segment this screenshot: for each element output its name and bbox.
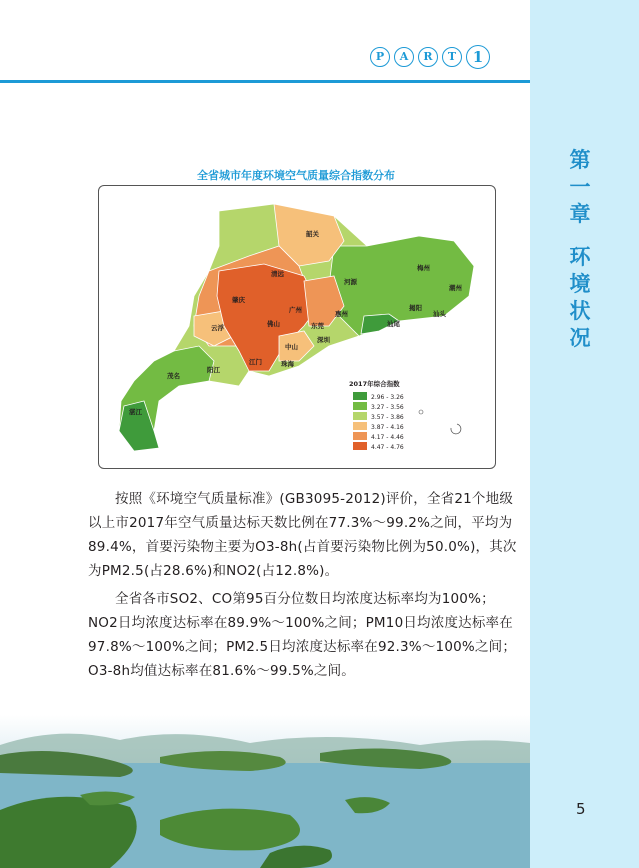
legend-swatch [353,402,367,410]
city-label: 梅州 [417,264,430,272]
part-letter-a: A [394,47,414,67]
chapter-char: 状 [569,299,591,323]
city-label: 珠海 [281,360,294,368]
guangdong-map [99,186,495,468]
city-label: 阳江 [207,366,220,374]
part-number: 1 [466,45,490,69]
city-label: 湛江 [129,408,142,416]
city-label: 深圳 [317,336,330,344]
part-badge-group [370,47,490,69]
city-label: 中山 [285,343,298,351]
chapter-char: 况 [569,326,591,350]
part-letter-p: P [370,47,390,67]
legend-label: 3.87 - 4.16 [371,424,404,431]
lake-landscape-image [0,715,530,868]
legend-swatch [353,442,367,450]
city-label: 清远 [271,270,284,278]
part-letter-t: T [442,47,462,67]
city-label: 揭阳 [409,304,422,312]
chapter-title [565,147,595,352]
city-label: 潮州 [449,284,462,292]
legend-label: 4.47 - 4.76 [371,444,404,451]
legend-label: 3.27 - 3.56 [371,404,404,411]
chapter-char: 环 [569,245,591,269]
legend-label: 3.57 - 3.86 [371,414,404,421]
chapter-sidebar [530,0,639,868]
city-label: 佛山 [267,320,280,328]
city-label: 广州 [289,306,302,314]
city-label: 江门 [249,358,262,366]
city-label: 云浮 [211,324,224,332]
chapter-char: 章 [569,202,591,226]
city-label: 汕头 [433,310,446,318]
legend-swatch [353,412,367,420]
map-legend [349,379,404,451]
city-label: 韶关 [306,230,319,238]
legend-title: 2017年综合指数 [349,380,400,388]
chapter-char: 境 [569,272,591,296]
map-figure [98,185,496,469]
legend-swatch [353,422,367,430]
legend-label: 4.17 - 4.46 [371,434,404,441]
city-label: 茂名 [167,372,180,380]
figure-title: 全省城市年度环境空气质量综合指数分布 [197,169,395,182]
city-label: 河源 [344,278,357,286]
legend-swatch [353,392,367,400]
legend-swatch [353,432,367,440]
part-letter-r: R [418,47,438,67]
legend-label: 2.96 - 3.26 [371,394,404,401]
paragraph: 全省各市SO2、CO第95百分位数日均浓度达标率均为100%；NO2日均浓度达标率在89.9%～100%之间；PM10日均浓度达标率在97.8%～100%之间；PM2.5日均浓度达标率在92.3%～100%之间；O3-8h均值达标率在81.6%～99.5%之间。 [88,591,517,679]
paragraph: 按照《环境空气质量标准》(GB3095-2012)评价，全省21个地级以上市2017年空气质量达标天数比例在77.3%～99.2%之间，平均为89.4%，首要污染物主要为O3-8h(占首要污染物比例为50.0%)，其次为PM2.5(占28.6%)和NO2(占12.8%)。 [88,491,517,579]
city-label: 东莞 [311,322,324,330]
chapter-char: 一 [569,175,591,199]
body-text [88,487,522,683]
city-label: 惠州 [335,310,348,318]
page-number: 5 [576,800,586,818]
city-label: 汕尾 [387,320,400,328]
city-label: 肇庆 [232,296,245,304]
chapter-char: 第 [569,148,591,172]
header-rule [0,80,530,83]
